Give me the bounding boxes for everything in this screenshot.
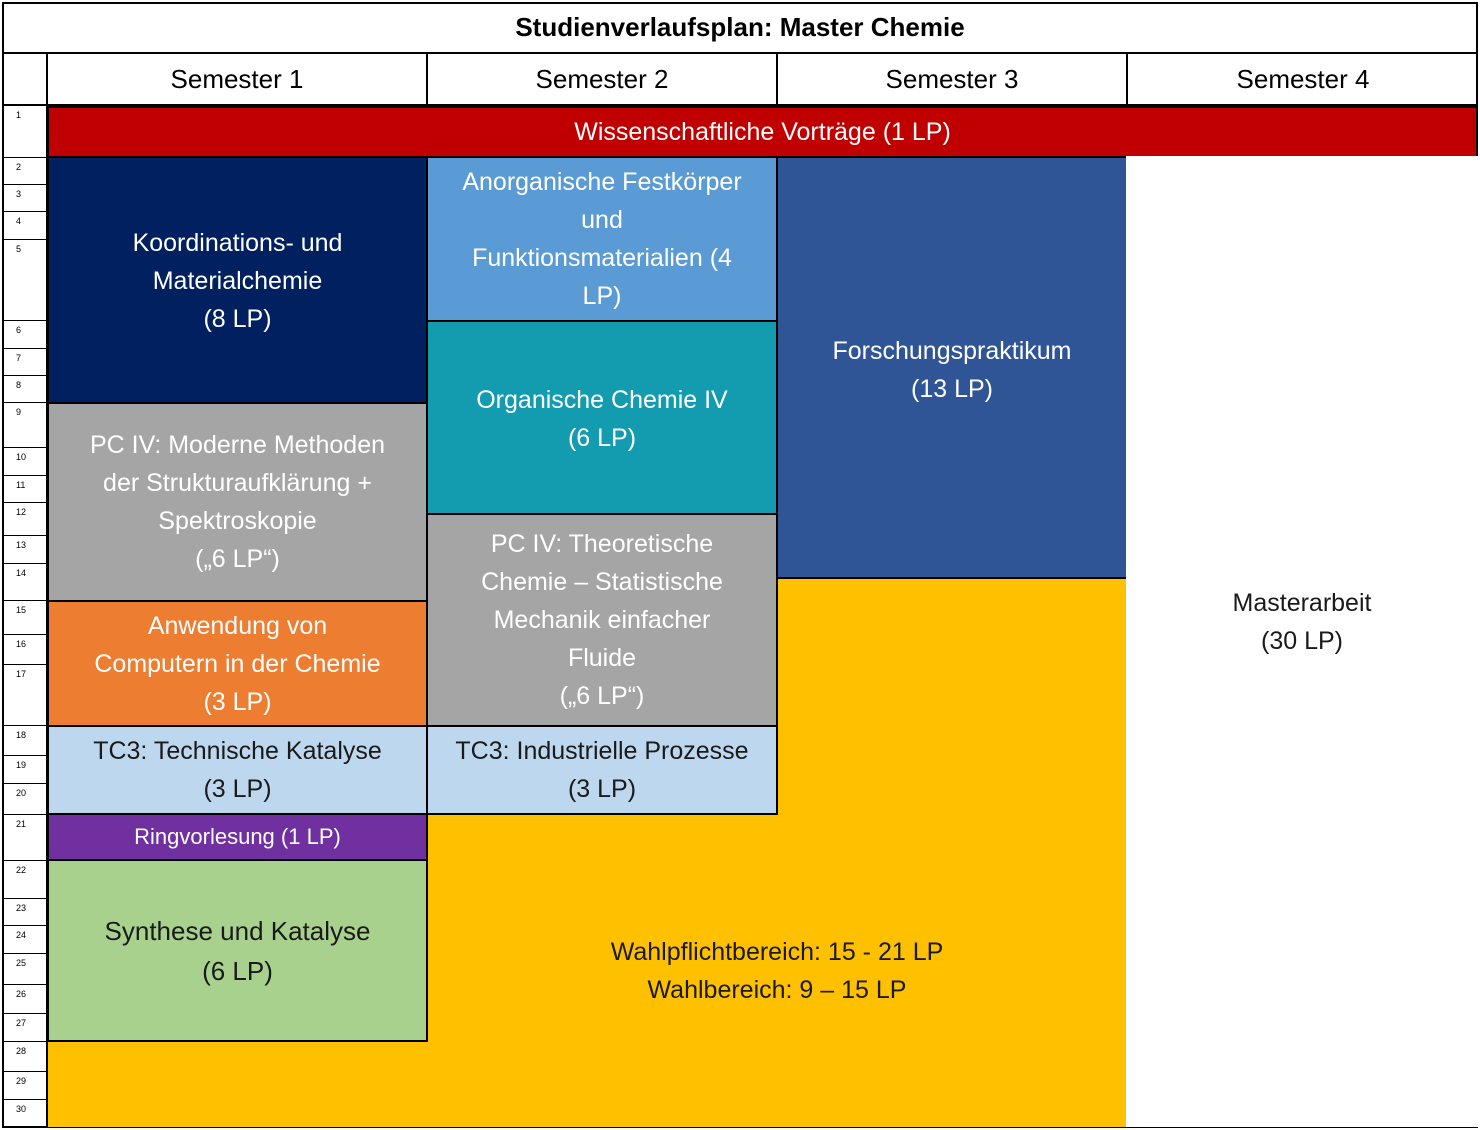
row-number: 20 [2, 784, 48, 815]
module-tc3-industrielle-prozesse [426, 725, 778, 815]
module-line: und [581, 206, 623, 234]
module-line: LP) [582, 282, 622, 310]
module-anwendung-computer [47, 600, 428, 727]
row-number: 7 [2, 349, 48, 376]
row-number: 24 [2, 926, 48, 954]
row-number: 23 [2, 899, 48, 926]
wahlbereich-line: Wahlbereich: 9 – 15 LP [647, 976, 907, 1004]
module-lp: (30 LP) [1261, 627, 1343, 655]
row-number: 13 [2, 536, 48, 564]
module-wissenschaftliche-vortraege [47, 106, 1478, 158]
row-number: 19 [2, 756, 48, 784]
module-lp: („6 LP“) [195, 545, 280, 573]
wahl-area-lower [47, 1040, 428, 1127]
module-lp: (3 LP) [567, 775, 637, 803]
row-number: 15 [2, 601, 48, 635]
module-koordinations-materialchemie [47, 156, 428, 404]
row-number: 28 [2, 1042, 48, 1072]
module-line: Koordinations- und [132, 229, 343, 257]
row-number: 3 [2, 185, 48, 212]
row-number: 16 [2, 635, 48, 665]
module-line: Funktionsmaterialien (4 [472, 244, 732, 272]
module-line: PC IV: Theoretische [490, 530, 714, 558]
module-lp: (8 LP) [203, 305, 272, 333]
module-line: Anorganische Festkörper [462, 168, 742, 196]
row-number: 12 [2, 503, 48, 536]
row-number: 5 [2, 240, 48, 321]
module-line: Forschungspraktikum [832, 337, 1072, 365]
semester-header-2: Semester 2 [428, 54, 778, 106]
row-number: 8 [2, 376, 48, 403]
module-label: Wissenschaftliche Vorträge (1 LP) [574, 118, 951, 146]
row-number: 4 [2, 212, 48, 240]
row-number: 14 [2, 564, 48, 601]
row-number: 21 [2, 815, 48, 861]
module-line: Mechanik einfacher [493, 606, 711, 634]
module-synthese-katalyse [47, 859, 428, 1042]
wahlpflicht-line: Wahlpflichtbereich: 15 - 21 LP [610, 938, 944, 966]
row-number: 10 [2, 448, 48, 476]
module-line: Chemie – Statistische [481, 568, 723, 596]
row-number: 25 [2, 954, 48, 985]
module-line: Organische Chemie IV [476, 386, 728, 414]
module-line: Fluide [567, 644, 637, 672]
row-number: 26 [2, 985, 48, 1014]
module-lp: (13 LP) [911, 375, 993, 403]
module-ringvorlesung [47, 813, 428, 861]
module-label: Ringvorlesung (1 LP) [134, 824, 341, 849]
module-line: Materialchemie [152, 267, 323, 295]
row-number: 22 [2, 861, 48, 899]
row-number: 1 [2, 106, 48, 158]
module-lp: („6 LP“) [559, 682, 645, 710]
module-pc-iv-theoretische-chemie [426, 513, 778, 727]
header-corner [2, 54, 48, 106]
row-number: 18 [2, 726, 48, 756]
semester-header-4: Semester 4 [1128, 54, 1478, 106]
row-number: 9 [2, 403, 48, 448]
module-pc-iv-strukturaufklaerung [47, 402, 428, 602]
module-organische-chemie-iv [426, 320, 778, 515]
module-forschungspraktikum [776, 156, 1128, 579]
row-number: 17 [2, 665, 48, 726]
module-tc3-technische-katalyse [47, 725, 428, 815]
module-line: Computern in der Chemie [94, 649, 381, 678]
module-masterarbeit [1126, 156, 1478, 1127]
module-line: TC3: Technische Katalyse [93, 737, 382, 765]
row-number: 2 [2, 158, 48, 185]
row-number: 6 [2, 321, 48, 349]
module-line: TC3: Industrielle Prozesse [455, 737, 749, 765]
row-number: 30 [2, 1100, 48, 1127]
module-line: PC IV: Moderne Methoden [89, 431, 386, 459]
page-title: Studienverlaufsplan: Master Chemie [2, 2, 1478, 54]
row-number: 11 [2, 476, 48, 503]
row-number: 29 [2, 1072, 48, 1100]
module-anorganische-festkoerper [426, 156, 778, 322]
semester-header-1: Semester 1 [48, 54, 428, 106]
row-number: 27 [2, 1014, 48, 1042]
module-line: Spektroskopie [158, 507, 317, 535]
module-lp: (6 LP) [202, 955, 273, 986]
module-lp: (3 LP) [203, 687, 272, 716]
module-lp: (3 LP) [203, 775, 272, 803]
wahl-label [428, 932, 1126, 1010]
module-lp: (6 LP) [567, 424, 637, 452]
wahl-area-upper [776, 577, 1128, 1127]
semester-header-3: Semester 3 [778, 54, 1128, 106]
module-line: Anwendung von [147, 611, 328, 640]
module-line: Synthese und Katalyse [104, 915, 371, 946]
module-line: der Strukturaufklärung + [103, 469, 372, 497]
module-line: Masterarbeit [1232, 589, 1372, 617]
